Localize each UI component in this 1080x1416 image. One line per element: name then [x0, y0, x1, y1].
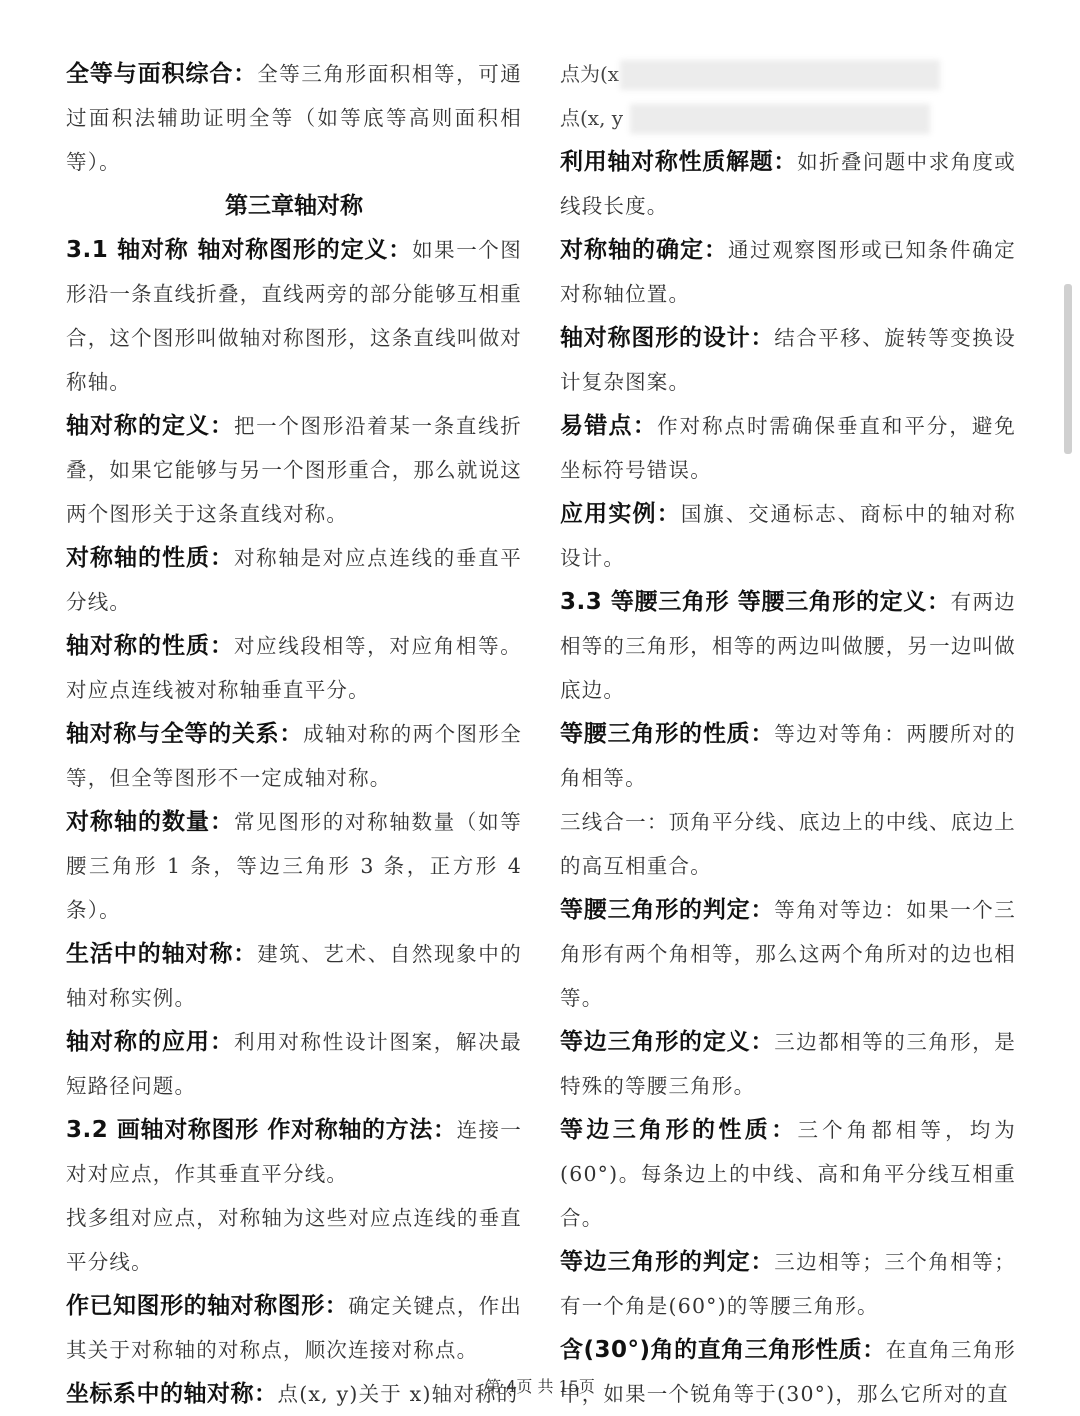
term-heading: 等腰三角形的性质： — [560, 721, 775, 747]
term-body: 国旗、交通标志、商标中的轴对称设计。 — [560, 502, 1016, 570]
term-body: 点(x, y)关于 x)轴对称的 — [277, 1382, 519, 1406]
term-body: 通过观察图形或已知条件确定对称轴位置。 — [560, 238, 1016, 306]
term-heading: 等边三角形的判定： — [560, 1249, 775, 1275]
blurred-overlay — [630, 104, 930, 134]
page-footer: 第 4页 共 15页 — [485, 1377, 595, 1396]
blurred-overlay — [620, 60, 940, 90]
paragraph — [560, 1108, 1016, 1240]
right-column — [560, 52, 1016, 1416]
paragraph — [66, 1196, 522, 1284]
term-body: 成轴对称的两个图形全等，但全等图形不一定成轴对称。 — [66, 722, 523, 790]
paragraph — [560, 712, 1016, 800]
term-heading: 3.2 画轴对称图形 作对称轴的方法： — [66, 1117, 457, 1143]
chapter-title: 第三章轴对称 — [225, 193, 363, 219]
term-heading: 对称轴的数量： — [66, 809, 234, 835]
term-heading: 含(30°)角的直角三角形性质： — [560, 1337, 886, 1363]
paragraph — [66, 1020, 522, 1108]
term-heading: 利用轴对称性质解题： — [560, 149, 798, 175]
term-body: 三边都相等的三角形，是特殊的等腰三角形。 — [560, 1030, 1017, 1098]
paragraph — [560, 492, 1016, 580]
term-heading: 轴对称的应用： — [66, 1029, 234, 1055]
paragraph — [560, 580, 1016, 712]
term-body: 全等三角形面积相等，可通过面积法辅助证明全等（如等底等高则面积相等）。 — [66, 62, 522, 174]
term-body: 在直角三角形中，如果一个锐角等于(30°)，那么它所对的直 — [560, 1338, 1016, 1406]
term-body: 作对称点时需确保垂直和平分，避免坐标符号错误。 — [560, 414, 1017, 482]
term-heading: 3.3 等腰三角形 等腰三角形的定义： — [560, 589, 951, 615]
paragraph — [66, 712, 522, 800]
paragraph — [66, 404, 522, 536]
term-heading: 全等与面积综合： — [66, 61, 258, 87]
partial-text: 点为(x — [560, 62, 620, 86]
paragraph — [560, 1240, 1016, 1328]
scrollbar[interactable] — [1064, 284, 1072, 454]
term-body: 三边相等；三个角相等；有一个角是(60°)的等腰三角形。 — [560, 1250, 1017, 1318]
paragraph — [560, 140, 1016, 228]
obscured-line — [560, 96, 1016, 140]
term-body: 确定关键点，作出其关于对称轴的对称点，顺次连接对称点。 — [66, 1294, 522, 1362]
paragraph — [560, 316, 1016, 404]
obscured-line — [560, 52, 1016, 96]
paragraph — [66, 624, 522, 712]
paragraph — [66, 52, 522, 184]
paragraph — [66, 800, 522, 932]
term-heading: 易错点： — [560, 413, 658, 439]
term-body: 如折叠问题中求角度或线段长度。 — [560, 150, 1017, 218]
paragraph — [66, 1108, 522, 1196]
paragraph — [66, 932, 522, 1020]
term-body: 连接一对对应点，作其垂直平分线。 — [66, 1118, 522, 1186]
partial-text: 点(x, y — [560, 106, 624, 130]
term-body: 如果一个图形沿一条直线折叠，直线两旁的部分能够互相重合，这个图形叫做轴对称图形，这条直线叫做对称轴。 — [66, 238, 522, 394]
term-heading: 等腰三角形的判定： — [560, 897, 775, 923]
term-heading: 3.1 轴对称 轴对称图形的定义： — [66, 237, 413, 263]
term-body: 找多组对应点，对称轴为这些对应点连线的垂直平分线。 — [66, 1206, 522, 1274]
paragraph — [66, 228, 522, 404]
paragraph — [560, 888, 1016, 1020]
paragraph — [560, 1020, 1016, 1108]
paragraph — [66, 536, 522, 624]
term-body: 把一个图形沿着某一条直线折叠，如果它能够与另一个图形重合，那么就说这两个图形关于这条直线对称。 — [66, 414, 522, 526]
term-heading: 生活中的轴对称： — [66, 941, 258, 967]
paragraph — [560, 228, 1016, 316]
term-body: 三线合一：顶角平分线、底边上的中线、底边上的高互相重合。 — [560, 810, 1016, 878]
term-heading: 轴对称与全等的关系： — [66, 721, 304, 747]
left-column — [66, 52, 522, 1416]
term-body: 利用对称性设计图案，解决最短路径问题。 — [66, 1030, 522, 1098]
term-body: 等边对等角：两腰所对的角相等。 — [560, 722, 1017, 790]
term-body: 建筑、艺术、自然现象中的轴对称实例。 — [66, 942, 522, 1010]
term-heading: 等边三角形的定义： — [560, 1029, 775, 1055]
paragraph — [560, 800, 1016, 888]
term-heading: 轴对称的性质： — [66, 633, 234, 659]
term-body: 常见图形的对称轴数量（如等腰三角形 1 条，等边三角形 3 条，正方形 4 条）。 — [66, 810, 522, 922]
paragraph — [560, 404, 1016, 492]
term-body: 结合平移、旋转等变换设计复杂图案。 — [560, 326, 1017, 394]
term-heading: 应用实例： — [560, 501, 681, 527]
term-heading: 作已知图形的轴对称图形： — [66, 1293, 349, 1319]
paragraph — [560, 1328, 1016, 1416]
term-body: 对应线段相等，对应角相等。对应点连线被对称轴垂直平分。 — [66, 634, 522, 702]
paragraph — [66, 1284, 522, 1372]
term-heading: 对称轴的确定： — [560, 237, 728, 263]
term-body: 三个角都相等，均为(60°)。每条边上的中线、高和角平分线互相重合。 — [560, 1118, 1016, 1230]
term-body: 等角对等边：如果一个三角形有两个角相等，那么这两个角所对的边也相等。 — [560, 898, 1017, 1010]
term-heading: 对称轴的性质： — [66, 545, 234, 571]
term-heading: 轴对称图形的设计： — [560, 325, 775, 351]
term-heading: 坐标系中的轴对称： — [66, 1381, 278, 1407]
term-heading: 等边三角形的性质： — [560, 1117, 798, 1143]
term-heading: 轴对称的定义： — [66, 413, 234, 439]
term-body: 对称轴是对应点连线的垂直平分线。 — [66, 546, 522, 614]
term-body: 有两边相等的三角形，相等的两边叫做腰，另一边叫做底边。 — [560, 590, 1016, 702]
